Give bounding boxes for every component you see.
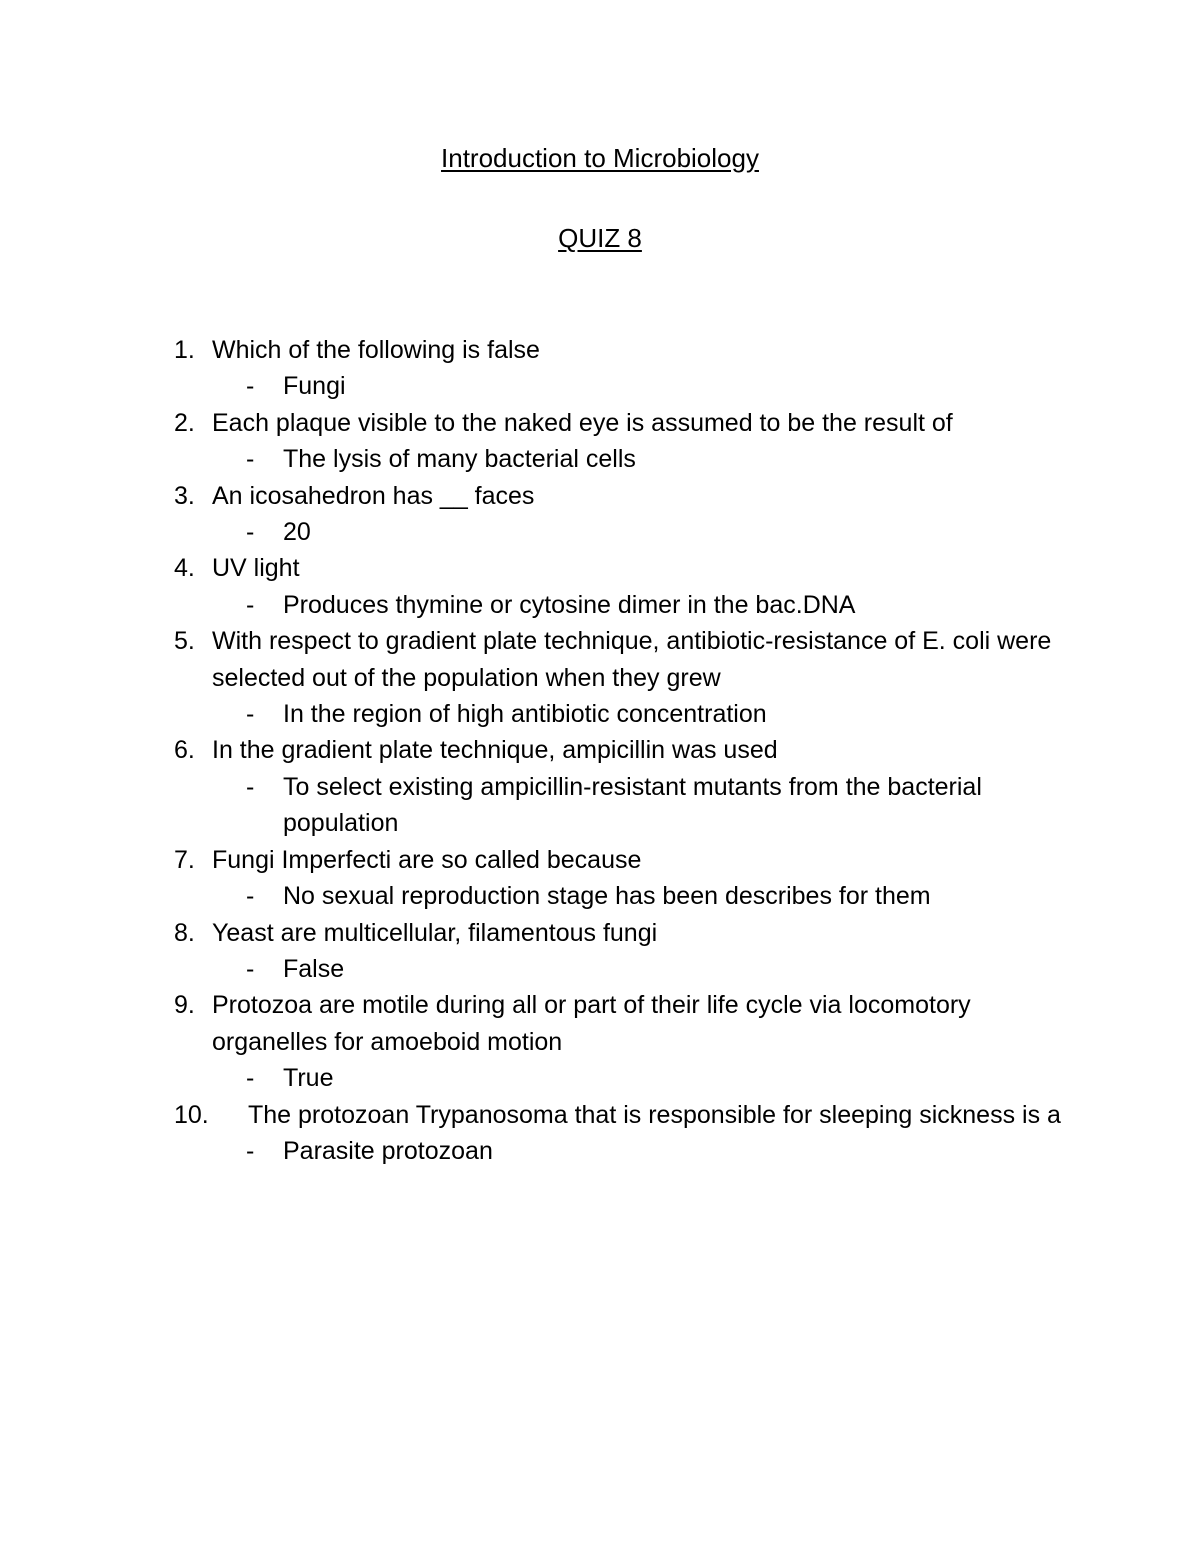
answer-marker: -	[246, 1064, 255, 1093]
question-item	[174, 987, 1074, 1096]
answer-text: Parasite protozoan	[283, 1136, 493, 1165]
question-item	[174, 915, 1074, 988]
question-text: Each plaque visible to the naked eye is assumed to be the result of	[212, 408, 953, 437]
answer-marker: -	[246, 445, 255, 474]
question-number: 6.	[174, 736, 195, 765]
question-text: The protozoan Trypanosoma that is responsible for sleeping sickness is a	[248, 1100, 1061, 1129]
answer-text: No sexual reproduction stage has been describes for them	[283, 882, 931, 911]
answer	[174, 587, 1074, 623]
answer	[174, 1060, 1074, 1096]
question-number: 9.	[174, 991, 195, 1020]
answer-marker: -	[246, 372, 255, 401]
answer-marker: -	[246, 772, 255, 801]
answer-marker: -	[246, 590, 255, 619]
answer-text: The lysis of many bacterial cells	[283, 445, 636, 474]
answer	[174, 769, 1074, 842]
question	[174, 987, 1074, 1060]
answer	[174, 1133, 1074, 1169]
question-list	[174, 332, 1074, 1169]
question-number: 2.	[174, 408, 195, 437]
answer	[174, 878, 1074, 914]
question-item	[174, 332, 1074, 405]
question-item	[174, 550, 1074, 623]
answer	[174, 441, 1074, 477]
answer-marker: -	[246, 1136, 255, 1165]
question	[174, 405, 1074, 441]
question-item	[174, 1097, 1074, 1170]
question-item	[174, 623, 1074, 732]
question-number: 1.	[174, 336, 195, 364]
question-item	[174, 478, 1074, 551]
answer-text: True	[283, 1064, 334, 1093]
question	[174, 332, 1074, 368]
course-title: Introduction to Microbiology	[441, 143, 759, 173]
question-number: 4.	[174, 554, 195, 583]
question-number: 10.	[174, 1100, 209, 1129]
answer-marker: -	[246, 518, 255, 547]
question	[174, 1097, 1074, 1133]
answer-text: In the region of high antibiotic concentration	[283, 700, 767, 729]
answer-marker: -	[246, 882, 255, 911]
quiz-title: QUIZ 8	[558, 223, 642, 253]
question	[174, 550, 1074, 586]
answer	[174, 696, 1074, 732]
answer-text: False	[283, 954, 345, 983]
question-text: Protozoa are motile during all or part of their life cycle via locomotory organelles for amoeboid motion	[212, 991, 971, 1056]
question	[174, 623, 1074, 696]
answer	[174, 514, 1074, 550]
question-text: Fungi Imperfecti are so called because	[212, 845, 642, 874]
answer-marker: -	[246, 954, 255, 983]
question-number: 5.	[174, 627, 195, 656]
question	[174, 732, 1074, 768]
answer-marker: -	[246, 700, 255, 729]
question-text: An icosahedron has __ faces	[212, 481, 535, 510]
question-text: In the gradient plate technique, ampicillin was used	[212, 736, 778, 765]
question-text: With respect to gradient plate technique, antibiotic-resistance of E. coli were selected out of the population when they grew	[212, 627, 1052, 692]
question-number: 3.	[174, 481, 195, 510]
answer	[174, 951, 1074, 987]
answer-text: Produces thymine or cytosine dimer in the bac.DNA	[283, 590, 856, 619]
answer-text: Fungi	[283, 372, 346, 401]
answer-text: To select existing ampicillin-resistant mutants from the bacterial population	[283, 772, 982, 838]
question-text: Yeast are multicellular, filamentous fungi	[212, 918, 658, 947]
question-item	[174, 842, 1074, 915]
question	[174, 478, 1074, 514]
question-item	[174, 732, 1074, 841]
question	[174, 842, 1074, 878]
question-item	[174, 405, 1074, 478]
answer	[174, 368, 1074, 404]
question-number: 8.	[174, 918, 195, 947]
answer-text: 20	[283, 518, 311, 547]
question	[174, 915, 1074, 951]
question-number: 7.	[174, 845, 195, 874]
question-text: Which of the following is false	[212, 336, 540, 364]
question-text: UV light	[212, 554, 300, 583]
